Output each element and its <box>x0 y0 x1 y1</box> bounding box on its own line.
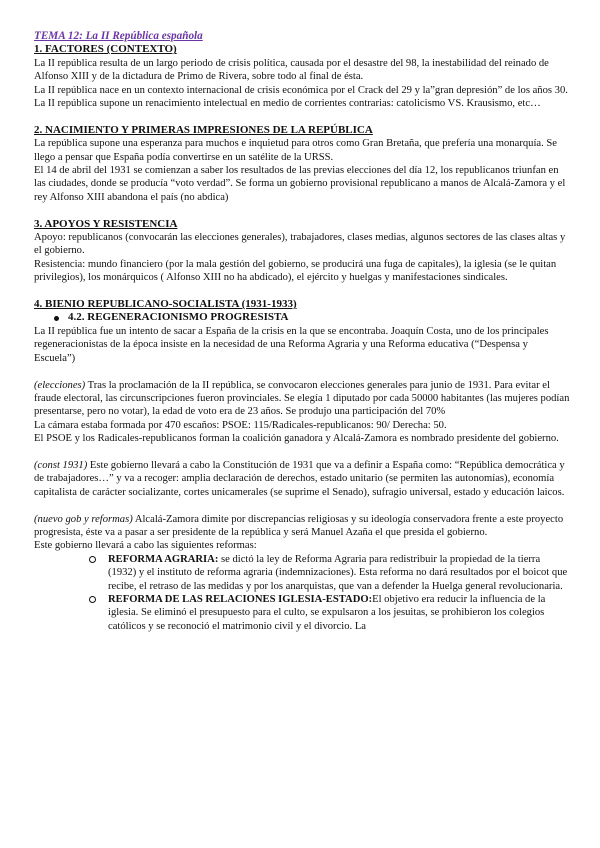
circle-bullet-icon <box>89 596 96 603</box>
paragraph-text: Alcalá-Zamora dimite por discrepancias religiosas y su ideología conservadora frente a este proyecto progresista, éste va a pasar a ser presidente de la república y será Manuel Azaña el que presida el gobierno. <box>34 513 564 538</box>
document-title: TEMA 12: La II República española <box>34 30 203 42</box>
paragraph: La cámara estaba formada por 470 escaños: PSOE: 115/Radicales-republicanos: 90/ Derecha: 50. <box>34 419 447 431</box>
paragraph: Resistencia: mundo financiero (por la mala gestión del gobierno, se producirá una fuga de capitales), la iglesia (se le quitan privilegios), los monárquicos ( Alfonso XIII no ha abdicado), el ejército y huelgas y manifestaciones sindicales. <box>34 258 557 284</box>
list-item-label: REFORMA DE LAS RELACIONES IGLESIA-ESTADO: <box>108 593 373 605</box>
spacer <box>34 499 570 512</box>
circle-bullet-icon <box>89 556 96 563</box>
subheading-text: 4.2. REGENERACIONISMO PROGRESISTA <box>68 311 289 324</box>
spacer <box>34 285 570 298</box>
paragraph: Apoyo: republicanos (convocarán las elecciones generales), trabajadores, clases medias, algunos sectores de las clases altas y el gobierno. <box>34 232 566 257</box>
paragraph-nuevo-gobierno <box>34 513 570 540</box>
paragraph: La II república fue un intento de sacar a España de la crisis en la que se encontraba. Joaquín Costa, uno de los principales regeneracionistas de la época insiste en la necesidad de una Reforma Agraria y una Reforma educativa (“Despensa y Escuela”) <box>34 325 549 364</box>
paragraph: La república supone una esperanza para muchos e inquietud para otros como Gran Bretaña, que prefería una monarquía. Se llego a pensar que España podía convertirse en un satélite de la URSS. <box>34 138 558 163</box>
subheading-regeneracionismo <box>34 311 570 324</box>
paragraph-elecciones <box>34 379 570 419</box>
document-page <box>34 30 570 633</box>
section-heading-bienio: 4. BIENIO REPUBLICANO-SOCIALISTA (1931-1933) <box>34 298 297 311</box>
paragraph: La II república resulta de un largo periodo de crisis política, causada por el desastre del 98, la inestabilidad del reinado de Alfonso XIII y de la dictadura de Primo de Rivera, sobre todo al final de ésta. <box>34 57 549 83</box>
paragraph: Este gobierno llevará a cabo las siguientes reformas: <box>34 540 257 552</box>
list-item-text: se dictó la ley de Reforma Agraria para redistribuir la propiedad de la tierra (1932) y el instituto de reforma agraria (indemnizaciones). Esta reforma no dará resultados por el boicot que recibe, el retraso de las medidas y por los anarquistas, que van a defender la Huelga general revolucionaria. <box>108 553 568 592</box>
paragraph: El PSOE y los Radicales-republicanos forman la coalición ganadora y Alcalá-Zamora es nombrado presidente del gobierno. <box>34 433 559 445</box>
section-heading-nacimiento: 2. NACIMIENTO Y PRIMERAS IMPRESIONES DE LA REPÚBLICA <box>34 123 373 136</box>
list-item <box>34 553 570 593</box>
paragraph-constitucion <box>34 459 570 499</box>
spacer <box>34 204 570 217</box>
spacer <box>34 365 570 378</box>
spacer <box>34 446 570 459</box>
section-heading-factores: 1. FACTORES (CONTEXTO) <box>34 43 177 56</box>
paragraph: La II república supone un renacimiento intelectual en medio de corrientes contrarias: catolicismo VS. Krausismo, etc… <box>34 98 541 110</box>
spacer <box>34 110 570 123</box>
paragraph-label: (const 1931) <box>34 459 88 471</box>
list-item <box>34 593 570 633</box>
paragraph-label: (elecciones) <box>34 379 86 391</box>
bullet-icon <box>54 316 59 321</box>
paragraph: La II república nace en un contexto internacional de crisis económica por el Crack del 29 y la”gran depresión” de los años 30. <box>34 84 568 96</box>
paragraph: El 14 de abril del 1931 se comienzan a saber los resultados de las previas elecciones del día 12, los republicanos triunfan en las ciudades, donde se producía “voto verdad”. Se forma un gobierno provisional republicano a manos de Alcalá-Zamora y el rey Alfonso XIII abandona el país (no abdica) <box>34 165 566 203</box>
list-item-label: REFORMA AGRARIA: <box>108 553 219 565</box>
paragraph-text: Este gobierno llevará a cabo la Constitución de 1931 que va a definir a España como: “República democrática y de trabajadores…” y va a recoger: amplia declaración de derechos, estado unitario (se permiten las autonomías), economía capitalista de carácter socializante, cortes unicamerales (se suprime el Senado), sufragio universal, estado y educación laicos. <box>34 459 565 498</box>
paragraph-text: Tras la proclamación de la II república, se convocaron elecciones generales para junio de 1931. Para evitar el fraude electoral, las circunscripciones fueron provinciales. Se elegía 1 diputado por cada 50000 habitantes (las mujeres podían presentarse, pero no votar), la edad de voto era de 23 años. Se produjo una participación del 70% <box>34 379 570 418</box>
list-item-text: El objetivo era reducir la influencia de la iglesia. Se eliminó el presupuesto para el culto, se expulsaron a los jesuitas, se prohibieron los colegios católicos y se reconoció el matrimonio civil y el divorcio. La <box>108 593 546 632</box>
paragraph-label: (nuevo gob y reformas) <box>34 513 133 525</box>
section-heading-apoyos: 3. APOYOS Y RESISTENCIA <box>34 217 178 230</box>
